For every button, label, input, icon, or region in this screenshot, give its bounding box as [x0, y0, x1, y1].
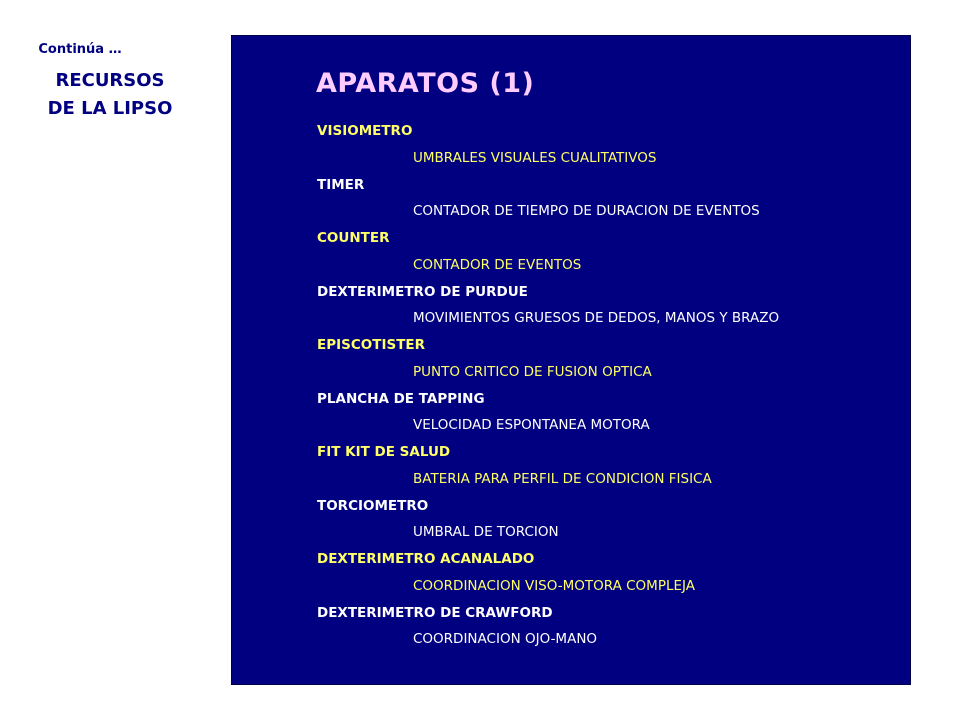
sidebar-title	[0, 67, 220, 123]
sidebar-title-line2: DE LA LIPSO	[47, 98, 173, 119]
apparatus-description: CONTADOR DE EVENTOS	[413, 256, 582, 273]
apparatus-name: DEXTERIMETRO DE PURDUE	[317, 283, 528, 300]
panel-title: APARATOS (1)	[316, 68, 535, 99]
apparatus-name: EPISCOTISTER	[317, 337, 426, 353]
apparatus-description: MOVIMIENTOS GRUESOS DE DEDOS, MANOS Y BRAZO	[413, 310, 780, 327]
apparatus-name: TORCIOMETRO	[317, 497, 429, 514]
apparatus-name: VISIOMETRO	[317, 123, 413, 139]
apparatus-name: COUNTER	[317, 230, 390, 246]
apparatus-description: BATERIA PARA PERFIL DE CONDICION FISICA	[413, 470, 712, 487]
content-panel	[231, 35, 911, 685]
apparatus-description: VELOCIDAD ESPONTANEA MOTORA	[413, 417, 650, 434]
apparatus-description: UMBRAL DE TORCION	[413, 524, 559, 541]
apparatus-name: DEXTERIMETRO ACANALADO	[317, 551, 535, 567]
apparatus-description: COORDINACION OJO-MANO	[413, 631, 598, 648]
apparatus-list	[317, 118, 900, 653]
apparatus-description: PUNTO CRITICO DE FUSION OPTICA	[413, 363, 652, 380]
apparatus-name: DEXTERIMETRO DE CRAWFORD	[317, 604, 553, 621]
apparatus-name: TIMER	[317, 176, 365, 193]
apparatus-name: FIT KIT DE SALUD	[317, 444, 451, 460]
apparatus-description: COORDINACION VISO-MOTORA COMPLEJA	[413, 577, 695, 594]
apparatus-description: CONTADOR DE TIEMPO DE DURACION DE EVENTOS	[413, 203, 760, 220]
sidebar-title-line1: RECURSOS	[55, 70, 165, 91]
apparatus-description: UMBRALES VISUALES CUALITATIVOS	[413, 149, 657, 166]
continued-label: Continúa …	[38, 42, 122, 57]
apparatus-name: PLANCHA DE TAPPING	[317, 390, 485, 407]
